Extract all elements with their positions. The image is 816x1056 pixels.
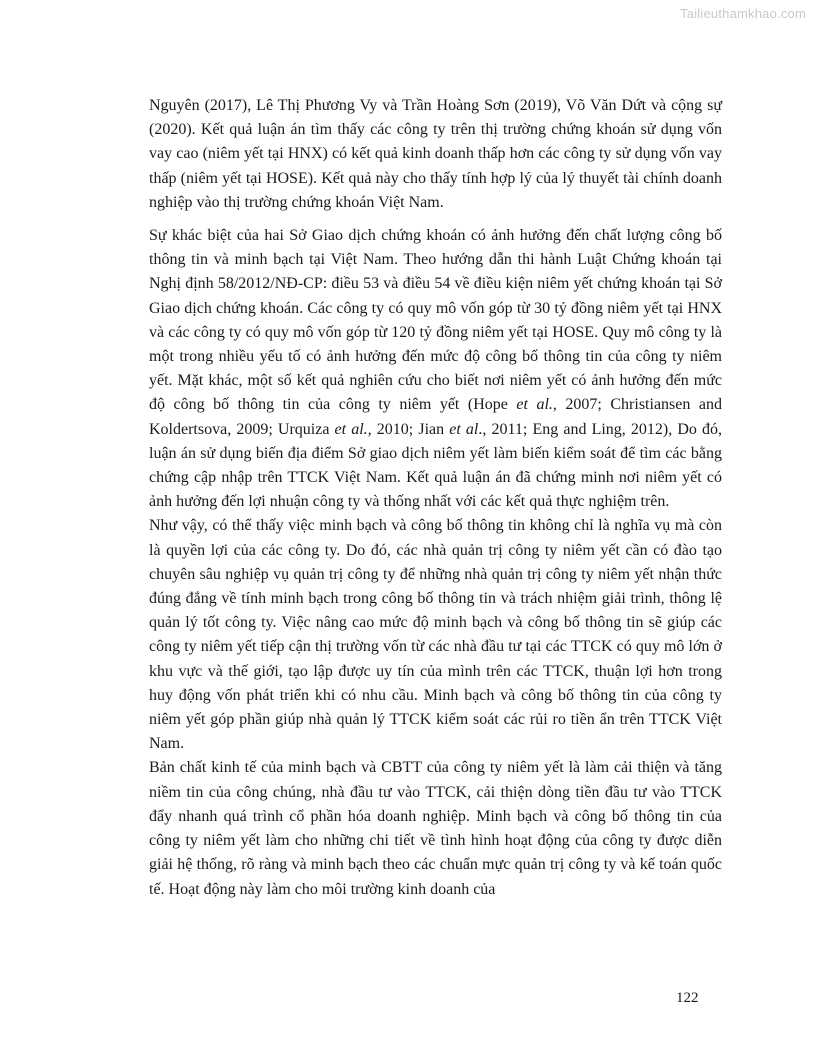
paragraph-1 bbox=[149, 94, 722, 215]
paragraph-text: Bản chất kinh tế của minh bạch và CBTT của công ty niêm yết là làm cải thiện và tăng niềm tin của công chúng, nhà đầu tư vào TTCK, cải thiện dòng tiền đầu tư vào TTCK đẩy nhanh quá trình cổ phần hóa doanh nghiệp. Minh bạch và công bố thông tin của công ty niêm yết làm cho những chi tiết về tình hình hoạt động của công ty được diễn giải hệ thống, rõ ràng và minh bạch theo các chuẩn mực quản trị công ty và kế toán quốc tế. Hoạt động này làm cho môi trường kinh doanh của bbox=[149, 759, 722, 898]
watermark-text: Tailieuthamkhao.com bbox=[680, 6, 806, 21]
paragraph-2 bbox=[149, 224, 722, 514]
italic-citation-text: et al bbox=[449, 420, 479, 438]
paragraph-4 bbox=[149, 756, 722, 901]
paragraph-text: Sự khác biệt của hai Sở Giao dịch chứng khoán có ảnh hưởng đến chất lượng công bố thông tin và minh bạch tại Việt Nam. Theo hướng dẫn thi hành Luật Chứng khoán tại Nghị định 58/2012/NĐ-CP: điều 53 và điều 54 về điều kiện niêm yết chứng khoán tại Sở Giao dịch chứng khoán. Các công ty có quy mô vốn góp từ 30 tỷ đồng niêm yết tại HNX và các công ty có quy mô vốn góp từ 120 tỷ đồng niêm yết tại HOSE. Quy mô công ty là một trong nhiều yếu tố có ảnh hưởng đến mức độ công bố thông tin của công ty niêm yết. Mặt khác, một số kết quả nghiên cứu cho biết nơi niêm yết có ảnh hưởng đến mức độ công bố thông tin của công ty niêm yết (Hope bbox=[149, 227, 722, 414]
italic-citation-text: et al., bbox=[334, 420, 372, 438]
paragraph-text: Như vậy, có thể thấy việc minh bạch và công bố thông tin không chỉ là nghĩa vụ mà còn là quyền lợi của các công ty. Do đó, các nhà quản trị công ty niêm yết cần có đào tạo chuyên sâu nghiệp vụ quản trị công ty để những nhà quản trị công ty niêm yết nhận thức đúng đắng về tính minh bạch trong công bố thông tin và trách nhiệm giải trình, thông lệ quản lý tốt công ty. Việc nâng cao mức độ minh bạch và công bố thông tin sẽ giúp các công ty niêm yết tiếp cận thị trường vốn từ các nhà đầu tư tại các TTCK có quy mô lớn ở khu vực và thế giới, tạo lập được uy tín của mình trên các TTCK, thuận lợi hơn trong huy động vốn phát triển khi có nhu cầu. Minh bạch và công bố thông tin của công ty niêm yết góp phần giúp nhà quản lý TTCK kiểm soát các rủi ro tiền ẩn trên TTCK Việt Nam. bbox=[149, 517, 722, 753]
italic-citation-text: et al., bbox=[516, 396, 557, 414]
paragraph-text: 2007; Christiansen and Koldertsova, 2009; Urquiza bbox=[149, 396, 722, 438]
page-number: 122 bbox=[676, 990, 699, 1006]
paragraph-text: ., 2011; Eng and Ling, 2012), Do đó, luận án sử dụng biến địa điểm Sở giao dịch niêm yết làm biến kiểm soát để tìm các bằng chứng cập nhập trên TTCK Việt Nam. Kết quả luận án đã chứng minh nơi niêm yết có ảnh hưởng đến lợi nhuận công ty và thống nhất với các kết quả thực nghiệm trên. bbox=[149, 420, 723, 511]
paragraph-text: 2010; Jian bbox=[371, 420, 450, 438]
paragraph-3 bbox=[149, 514, 722, 756]
paragraph-text: Nguyên (2017), Lê Thị Phương Vy và Trần Hoàng Sơn (2019), Võ Văn Dứt và cộng sự (2020). Kết quả luận án tìm thấy các công ty trên thị trường chứng khoán sử dụng vốn vay cao (niêm yết tại HNX) có kết quả kinh doanh thấp hơn các công ty sử dụng vốn vay thấp (niêm yết tại HOSE). Kết quả này cho thấy tính hợp lý của lý thuyết tài chính doanh nghiệp vào thị trường chứng khoán Việt Nam. bbox=[149, 97, 722, 211]
document-body bbox=[149, 94, 722, 902]
